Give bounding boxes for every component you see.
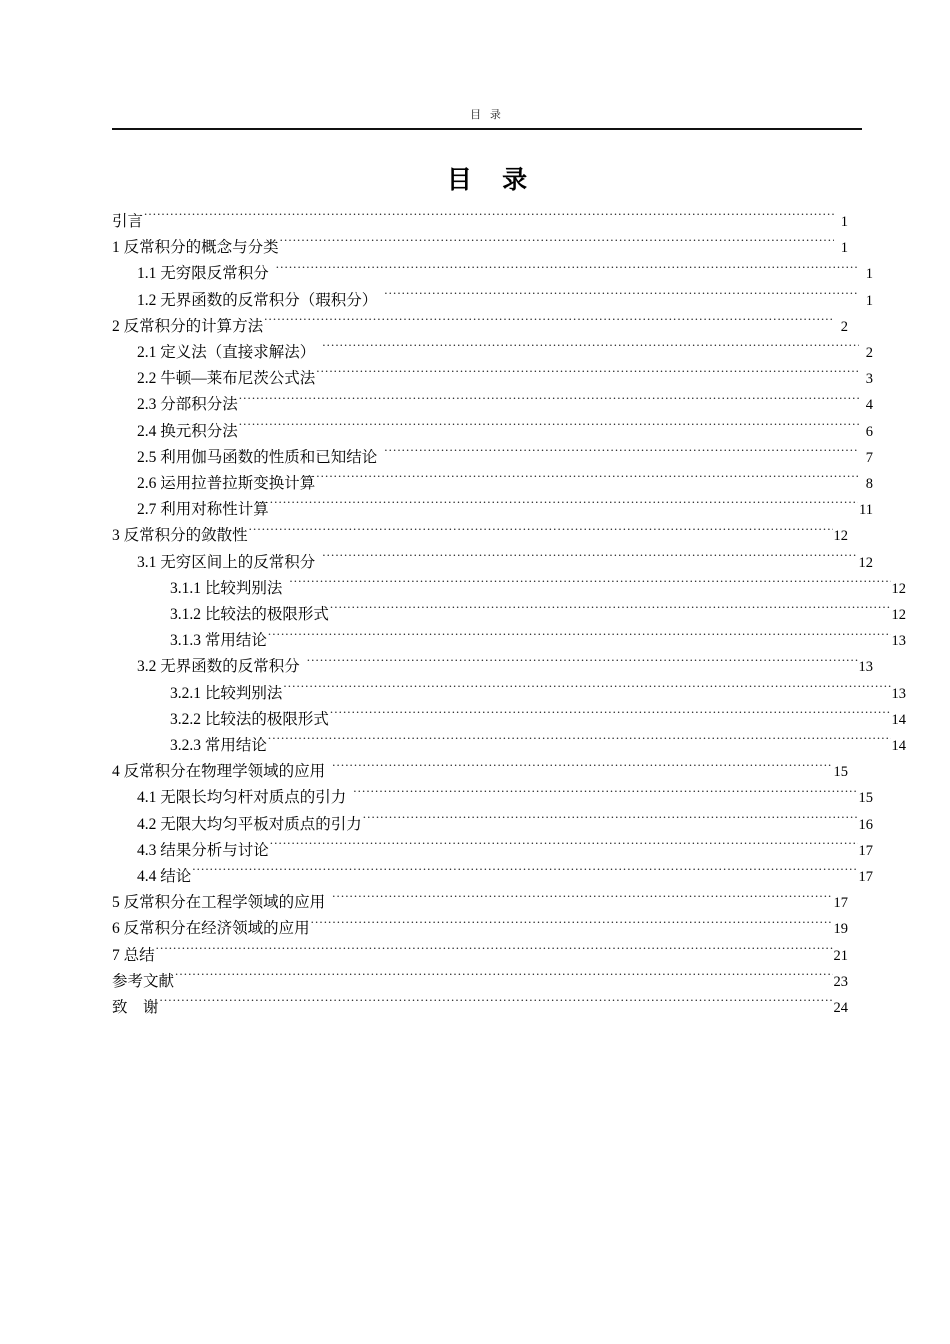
toc-dot-leader [316,473,859,489]
toc-dot-leader [283,682,890,698]
toc-entry[interactable] [112,707,906,733]
toc-entry[interactable] [112,366,873,392]
toc-entry[interactable] [112,943,848,969]
toc-dot-leader [264,315,834,331]
toc-entry[interactable] [112,445,873,471]
toc-entry[interactable] [112,733,906,759]
toc-entry-label: 4.1 无限长均匀杆对质点的引力 [137,789,347,807]
toc-entry[interactable] [112,288,873,314]
toc-dot-leader [160,997,833,1013]
toc-dot-leader [353,787,857,803]
toc-entry-page-number: 23 [833,973,848,990]
toc-dot-leader [239,394,859,410]
toc-entry-page-number: 14 [891,711,906,728]
toc-dot-leader [239,420,859,436]
toc-entry[interactable] [112,838,873,864]
toc-entry-label: 3.1.2 比较法的极限形式 [170,606,329,624]
toc-dot-leader [322,551,857,567]
toc-entry-page-number: 1 [865,292,873,309]
toc-entry[interactable] [112,628,906,654]
toc-entry[interactable] [112,392,873,418]
toc-dot-leader [289,577,890,593]
toc-entry[interactable] [112,261,873,287]
toc-dot-leader [175,970,832,986]
toc-entry[interactable] [112,602,906,628]
toc-entry-page-number: 1 [865,266,873,283]
toc-entry-page-number: 12 [891,580,906,597]
toc-entry-page-number: 8 [865,476,873,493]
toc-entry-page-number: 14 [891,738,906,755]
toc-dot-leader [316,368,859,384]
toc-entry-page-number: 15 [833,764,848,781]
toc-entry[interactable] [112,681,906,707]
toc-dot-leader [332,761,832,777]
toc-entry-label: 3.2.2 比较法的极限形式 [170,710,329,728]
toc-entry[interactable] [112,550,873,576]
toc-entry-label: 2.7 利用对称性计算 [137,501,269,519]
toc-entry-page-number: 13 [858,659,873,676]
toc-entry-label: 2.3 分部积分法 [137,396,238,414]
toc-dot-leader [332,892,832,908]
toc-entry-page-number: 17 [833,895,848,912]
toc-entry-page-number: 11 [859,502,873,519]
toc-entry-page-number: 2 [865,345,873,362]
toc-entry[interactable] [112,995,848,1021]
toc-dot-leader [363,813,858,829]
toc-dot-leader [307,656,858,672]
toc-dot-leader [156,944,833,960]
toc-dot-leader [280,237,834,253]
toc-entry[interactable] [112,497,873,523]
page-title: 目 录 [446,167,540,194]
toc-dot-leader [276,263,859,279]
toc-entry-page-number: 24 [833,1000,848,1017]
toc-entry-page-number: 17 [858,842,873,859]
toc-entry-label: 3.1.1 比较判别法 [170,579,283,597]
toc-entry-page-number: 19 [833,921,848,938]
toc-entry[interactable] [112,314,848,340]
toc-entry[interactable] [112,471,873,497]
toc-entry-page-number: 17 [858,869,873,886]
toc-dot-leader [322,342,859,358]
toc-entry[interactable] [112,419,873,445]
toc-entry-label: 3.2.1 比较判别法 [170,684,283,702]
toc-entry-page-number: 12 [858,554,873,571]
toc-entry[interactable] [112,523,848,549]
toc-entry-page-number: 3 [865,371,873,388]
toc-entry[interactable] [112,235,848,261]
toc-entry[interactable] [112,209,848,235]
toc-entry-label: 1.1 无穷限反常积分 [137,265,269,283]
toc-dot-leader [268,630,891,646]
toc-entry-label: 4.3 结果分析与讨论 [137,841,269,859]
toc-entry-label: 6 反常积分在经济领域的应用 [112,920,310,938]
toc-dot-leader [192,866,857,882]
toc-entry-page-number: 12 [833,528,848,545]
toc-entry[interactable] [112,654,873,680]
header-divider [112,128,862,130]
toc-entry-page-number: 1 [840,240,848,257]
toc-entry-label: 3.2.3 常用结论 [170,737,267,755]
toc-dot-leader [268,735,891,751]
toc-dot-leader [249,525,833,541]
toc-entry-label: 3.1.3 常用结论 [170,632,267,650]
toc-entry[interactable] [112,916,848,942]
toc-dot-leader [311,918,833,934]
toc-entry-label: 致 谢 [112,999,159,1017]
toc-entry[interactable] [112,864,873,890]
toc-entry-label: 4.2 无限大均匀平板对质点的引力 [137,815,362,833]
toc-entry-page-number: 13 [891,685,906,702]
toc-entry-page-number: 12 [891,607,906,624]
table-of-contents [112,209,906,1021]
toc-entry-page-number: 2 [840,318,848,335]
toc-entry-label: 3 反常积分的敛散性 [112,527,248,545]
toc-entry-label: 4 反常积分在物理学领域的应用 [112,763,326,781]
toc-entry[interactable] [112,576,906,602]
toc-entry-page-number: 21 [833,947,848,964]
toc-dot-leader [384,289,859,305]
toc-dot-leader [330,604,891,620]
toc-entry-page-number: 1 [840,214,848,230]
toc-entry-page-number: 4 [865,397,873,414]
toc-entry-label: 1 反常积分的概念与分类 [112,239,279,257]
toc-dot-leader [270,499,858,515]
toc-entry-label: 7 总结 [112,946,155,964]
toc-entry-label: 2.4 换元积分法 [137,422,238,440]
toc-entry-label: 3.2 无界函数的反常积分 [137,658,300,676]
toc-entry[interactable] [112,890,848,916]
toc-entry-page-number: 7 [865,449,873,466]
toc-entry-label: 2.1 定义法（直接求解法） [137,344,316,362]
toc-entry-label: 2.6 运用拉普拉斯变换计算 [137,475,316,493]
toc-entry-label: 2 反常积分的计算方法 [112,317,264,335]
toc-entry-page-number: 6 [865,423,873,440]
toc-entry[interactable] [112,340,873,366]
toc-entry-label: 引言 [112,213,144,230]
toc-dot-leader [384,446,859,462]
toc-entry-label: 1.2 无界函数的反常积分（瑕积分） [137,291,378,309]
toc-entry-page-number: 15 [858,790,873,807]
running-header: 目 录 [470,109,504,121]
toc-entry-label: 参考文献 [112,972,175,990]
toc-entry[interactable] [112,812,873,838]
toc-entry-page-number: 16 [858,816,873,833]
toc-entry-label: 2.5 利用伽马函数的性质和已知结论 [137,448,378,466]
toc-entry[interactable] [112,785,873,811]
toc-entry-label: 2.2 牛顿—莱布尼茨公式法 [137,370,316,388]
toc-dot-leader [144,211,834,227]
toc-entry[interactable] [112,969,848,995]
toc-dot-leader [270,839,858,855]
toc-dot-leader [330,708,891,724]
toc-entry[interactable] [112,759,848,785]
toc-entry-label: 4.4 结论 [137,868,192,886]
toc-entry-page-number: 13 [891,633,906,650]
toc-entry-label: 5 反常积分在工程学领域的应用 [112,894,326,912]
toc-entry-label: 3.1 无穷区间上的反常积分 [137,553,316,571]
